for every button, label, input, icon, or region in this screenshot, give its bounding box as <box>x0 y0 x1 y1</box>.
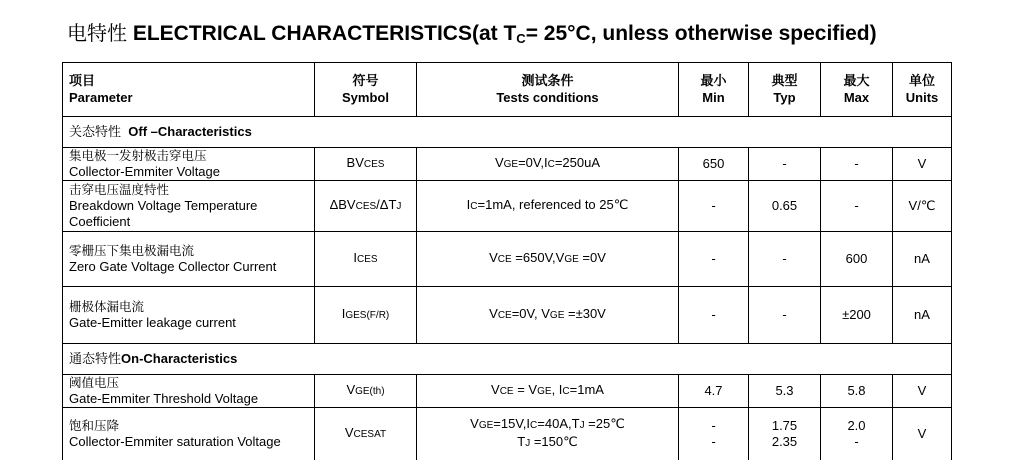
table-row: 饱和压降 Collector-Emmiter saturation Voltage VCESAT VGE=15V,IC=40A,TJ =25℃ TJ =150℃ - - 1.75 2.35 2.0 - V <box>63 408 952 460</box>
header-conditions: 测试条件 Tests conditions <box>417 63 679 117</box>
table-row: 集电极一发射极击穿电压 Collector-Emmiter Voltage BVCES VGE=0V,IC=250uA 650 - - V <box>63 148 952 181</box>
header-row <box>63 63 952 117</box>
title-text: ELECTRICAL CHARACTERISTICS(at T <box>132 22 517 45</box>
table-row: 零栅压下集电极漏电流 Zero Gate Voltage Collector Current ICES VCE =650V,VGE =0V - - 600 nA <box>63 232 952 287</box>
header-typ: 典型 Typ <box>749 63 821 117</box>
title-cn: 电特性 <box>67 21 127 45</box>
table-row: 阈值电压 Gate-Emmiter Threshold Voltage VGE(th) VCE = VGE, IC=1mA 4.7 5.3 5.8 V <box>63 375 952 408</box>
header-units: 单位 Units <box>893 63 952 117</box>
table-row: 栅极体漏电流 Gate-Emitter leakage current IGES(F/R) VCE=0V, VGE =±30V - - ±200 nA <box>63 287 952 344</box>
section-on: 通态特性On-Characteristics <box>63 344 952 375</box>
header-parameter: 项目 Parameter <box>63 63 315 117</box>
header-min: 最小 Min <box>679 63 749 117</box>
table-row: 击穿电压温度特性 Breakdown Voltage Temperature Coefficient ΔBVCES/ΔTJ IC=1mA, referenced to 25℃ - 0.65 - V/℃ <box>63 181 952 232</box>
electrical-characteristics-table <box>62 62 952 460</box>
header-max: 最大 Max <box>821 63 893 117</box>
page-title: 电特性 ELECTRICAL CHARACTERISTICS(at $T_C= 25^\circ C$, unless otherwise specified) <box>67 21 877 46</box>
header-symbol: 符号 Symbol <box>315 63 417 117</box>
section-off: 关态特性 Off –Characteristics <box>63 117 952 148</box>
